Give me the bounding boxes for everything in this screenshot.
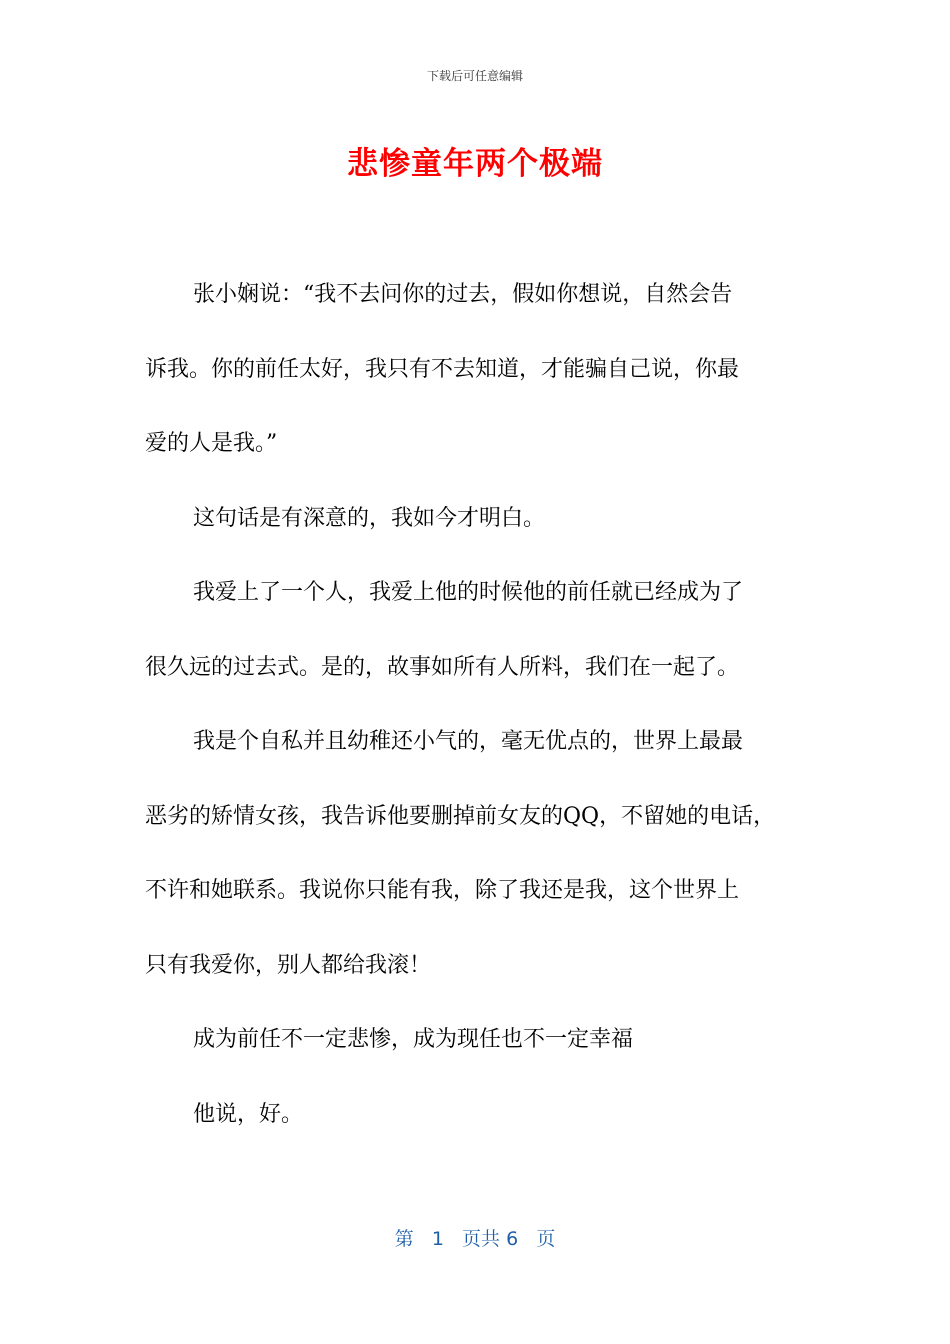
paragraph-line: 我是个自私并且幼稚还小气的，毫无优点的，世界上最最 bbox=[193, 729, 744, 754]
paragraph-line: 恶劣的矫情女孩，我告诉他要删掉前女友的QQ，不留她的电话， bbox=[145, 803, 776, 829]
paragraph bbox=[145, 1078, 810, 1153]
page-label-middle: 页共 bbox=[462, 1228, 501, 1250]
page-title: 悲惨童年两个极端 bbox=[347, 146, 603, 182]
page-number-footer bbox=[0, 1225, 950, 1253]
page-label-suffix: 页 bbox=[536, 1228, 556, 1250]
paragraph bbox=[145, 1003, 810, 1078]
paragraph-line: 很久远的过去式。是的，故事如所有人所料，我们在一起了。 bbox=[145, 654, 740, 680]
paragraph-line: 只有我爱你，别人都给我滚！ bbox=[145, 952, 432, 978]
paragraph-line: 成为前任不一定悲惨，成为现任也不一定幸福 bbox=[193, 1027, 634, 1052]
document-body bbox=[145, 258, 810, 1152]
page-label-prefix: 第 bbox=[394, 1228, 414, 1250]
paragraph-line: 诉我。你的前任太好，我只有不去知道，才能骗自己说，你最 bbox=[145, 356, 740, 382]
paragraph bbox=[145, 556, 810, 705]
paragraph-line: 他说，好。 bbox=[193, 1101, 304, 1127]
total-pages-number: 6 bbox=[506, 1228, 519, 1250]
paragraph bbox=[145, 705, 810, 1003]
paragraph bbox=[145, 258, 810, 482]
paragraph-line: 我爱上了一个人，我爱上他的时候他的前任就已经成为了 bbox=[193, 580, 744, 605]
paragraph-line: 张小娴说：“我不去问你的过去，假如你想说，自然会告 bbox=[193, 282, 733, 307]
current-page-number: 1 bbox=[431, 1228, 444, 1250]
paragraph-line: 爱的人是我。” bbox=[145, 431, 278, 456]
paragraph bbox=[145, 482, 810, 557]
paragraph-line: 这句话是有深意的，我如今才明白。 bbox=[193, 505, 546, 531]
header-note: 下载后可任意编辑 bbox=[426, 69, 523, 83]
paragraph-line: 不许和她联系。我说你只能有我，除了我还是我，这个世界上 bbox=[145, 878, 740, 903]
